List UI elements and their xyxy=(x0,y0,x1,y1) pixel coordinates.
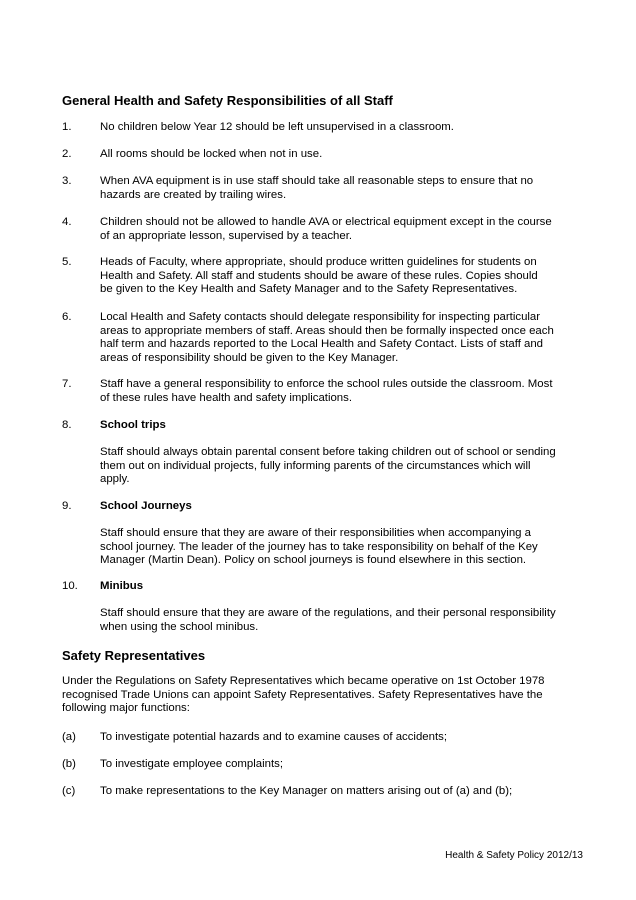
item-text: of an appropriate lesson, supervised by a teacher. xyxy=(100,229,353,242)
function-item xyxy=(62,758,582,772)
section-heading-general-responsibilities: General Health and Safety Responsibilities of all Staff xyxy=(62,93,393,108)
list-item-school-journeys xyxy=(62,500,582,514)
item-number: 6. xyxy=(62,311,72,323)
item-paragraph xyxy=(100,446,590,487)
page-footer: Health & Safety Policy 2012/13 xyxy=(445,850,583,861)
item-number: 8. xyxy=(62,419,72,431)
list-item xyxy=(62,216,582,243)
item-text: Children should not be allowed to handle AVA or electrical equipment except in the course xyxy=(100,216,552,228)
item-number: 1. xyxy=(62,121,72,133)
list-item-school-trips xyxy=(62,419,582,433)
paragraph-line: following major functions: xyxy=(62,702,190,714)
list-item xyxy=(62,311,582,365)
function-item xyxy=(62,785,582,799)
item-text: apply. xyxy=(100,473,130,485)
item-text: when using the school minibus. xyxy=(100,620,259,633)
item-number: 7. xyxy=(62,378,72,390)
item-text: When AVA equipment is in use staff should take all reasonable steps to ensure that no xyxy=(100,175,534,187)
function-label: (c) xyxy=(62,785,76,797)
item-text: Health and Safety. All staff and students should be aware of these rules. Copies should xyxy=(100,269,538,282)
function-item xyxy=(62,731,582,745)
item-title: School trips xyxy=(100,419,166,431)
function-label: (b) xyxy=(62,758,76,770)
item-text: hazards are created by trailing wires. xyxy=(100,188,287,201)
item-text: areas of responsibility should be given to the Key Manager. xyxy=(100,351,399,364)
item-text: be given to the Key Health and Safety Manager and to the Safety Representatives. xyxy=(100,283,518,295)
function-text: To investigate employee complaints; xyxy=(100,758,283,770)
section-heading-safety-representatives: Safety Representatives xyxy=(62,648,206,663)
paragraph-line: Under the Regulations on Safety Representatives which became operative on 1st October 1978 xyxy=(62,675,545,687)
list-item xyxy=(62,121,582,135)
function-text: To investigate potential hazards and to examine causes of accidents; xyxy=(100,731,447,743)
item-text: areas to appropriate members of staff. Areas should then be formally inspected once each xyxy=(100,324,554,337)
item-text: school journey. The leader of the journey has to take responsibility on behalf of the Key xyxy=(100,540,538,553)
item-number: 9. xyxy=(62,500,72,512)
item-text: of these rules have health and safety implications. xyxy=(100,391,353,404)
item-text: Staff should ensure that they are aware of the regulations, and their personal responsibility xyxy=(100,607,556,619)
intro-paragraph xyxy=(62,675,582,716)
item-text: All rooms should be locked when not in use. xyxy=(100,148,323,160)
item-paragraph xyxy=(100,527,590,568)
item-title: School Journeys xyxy=(100,500,192,512)
paragraph-line: recognised Trade Unions can appoint Safety Representatives. Safety Representatives have the xyxy=(62,688,543,701)
item-paragraph xyxy=(100,607,590,634)
item-text: Staff have a general responsibility to enforce the school rules outside the classroom. Most xyxy=(100,378,553,390)
item-title: Minibus xyxy=(100,580,144,592)
item-number: 2. xyxy=(62,148,72,160)
item-text: Staff should ensure that they are aware of their responsibilities when accompanying a xyxy=(100,527,531,539)
list-item xyxy=(62,148,582,162)
list-item xyxy=(62,378,582,405)
item-number: 5. xyxy=(62,256,72,268)
function-label: (a) xyxy=(62,731,76,743)
item-text: half term and hazards reported to the Local Health and Safety Contact. Lists of staff and xyxy=(100,338,544,350)
item-number: 3. xyxy=(62,175,72,187)
list-item xyxy=(62,256,582,297)
item-text: them out on individual projects, fully informing parents of the circumstances which will xyxy=(100,459,531,472)
item-text: Staff should always obtain parental consent before taking children out of school or sending xyxy=(100,446,556,458)
function-text: To make representations to the Key Manager on matters arising out of (a) and (b); xyxy=(100,785,513,797)
list-item-minibus xyxy=(62,580,582,594)
item-text: Heads of Faculty, where appropriate, should produce written guidelines for students on xyxy=(100,256,537,268)
item-text: Local Health and Safety contacts should delegate responsibility for inspecting particular xyxy=(100,311,541,323)
item-number: 4. xyxy=(62,216,72,228)
item-text: Manager (Martin Dean). Policy on school journeys is found elsewhere in this section. xyxy=(100,554,527,566)
item-number: 10. xyxy=(62,580,78,592)
item-text: No children below Year 12 should be left unsupervised in a classroom. xyxy=(100,121,454,133)
list-item xyxy=(62,175,582,202)
